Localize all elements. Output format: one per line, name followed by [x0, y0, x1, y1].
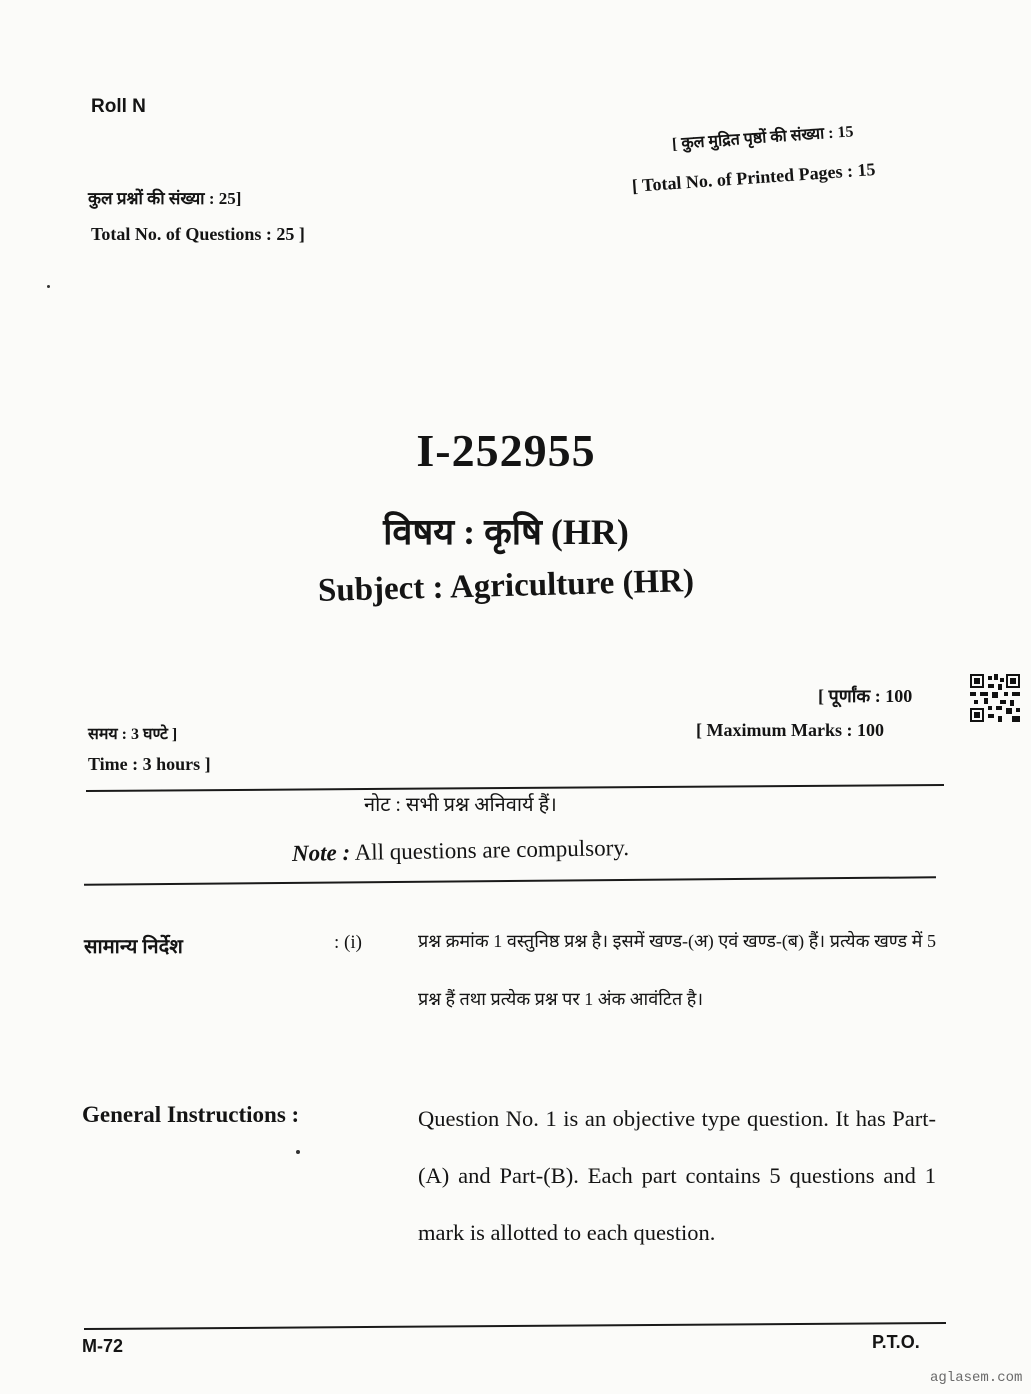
hindi-instruction-text: प्रश्न क्रमांक 1 वस्तुनिष्ठ प्रश्न है। इसमें खण्ड-(अ) एवं खण्ड-(ब) हैं। प्रत्येक खण्ड में 5 प्रश्न हैं तथा प्रत्येक प्रश्न पर 1 अंक आवंटित है। — [418, 931, 936, 1009]
hindi-note: नोट : सभी प्रश्न अनिवार्य हैं। — [364, 794, 557, 816]
english-printed-pages: [ Total No. of Printed Pages : 15 — [631, 159, 877, 196]
divider-line — [84, 1322, 946, 1330]
english-maximum-marks: [ Maximum Marks : 100 — [696, 720, 884, 740]
english-question-count: Total No. of Questions : 25 ] — [91, 224, 305, 244]
divider-line — [84, 876, 936, 885]
hindi-general-instructions-label: सामान्य निर्देश — [84, 936, 183, 958]
hindi-question-count: कुल प्रश्नों की संख्या : 25] — [88, 189, 242, 208]
note-label: Note : — [291, 839, 351, 866]
instruction-number: : (i) — [334, 932, 362, 953]
hindi-printed-pages: [ कुल मुद्रित पृष्ठों की संख्या : 15 — [671, 123, 855, 153]
english-note — [292, 835, 629, 867]
english-instruction-text: Question No. 1 is an objective type question. It has Part-(A) and Part-(B). Each part contains 5 questions and 1 mark is allotted to each question. — [418, 1106, 936, 1245]
speck-mark — [296, 1150, 300, 1154]
roll-number-label: Roll N — [91, 96, 146, 117]
english-subject-title: Subject : Agriculture (HR) — [317, 563, 695, 609]
speck-mark — [47, 285, 50, 288]
english-general-instructions-label: General Instructions : — [82, 1102, 300, 1127]
note-text: All questions are compulsory. — [354, 835, 630, 865]
footer-page-code: M-72 — [82, 1336, 124, 1356]
paper-code: I-252955 — [416, 425, 596, 476]
qr-code-icon — [970, 674, 1020, 722]
footer-pto: P.T.O. — [872, 1332, 920, 1352]
hindi-maximum-marks: [ पूर्णांक : 100 — [818, 686, 913, 706]
hindi-time-allowed: समय : 3 घण्टे ] — [88, 726, 178, 743]
watermark: aglasem.com — [930, 1370, 1023, 1386]
hindi-subject-title: विषय : कृषि (HR) — [383, 512, 629, 552]
english-time-allowed: Time : 3 hours ] — [88, 754, 211, 774]
